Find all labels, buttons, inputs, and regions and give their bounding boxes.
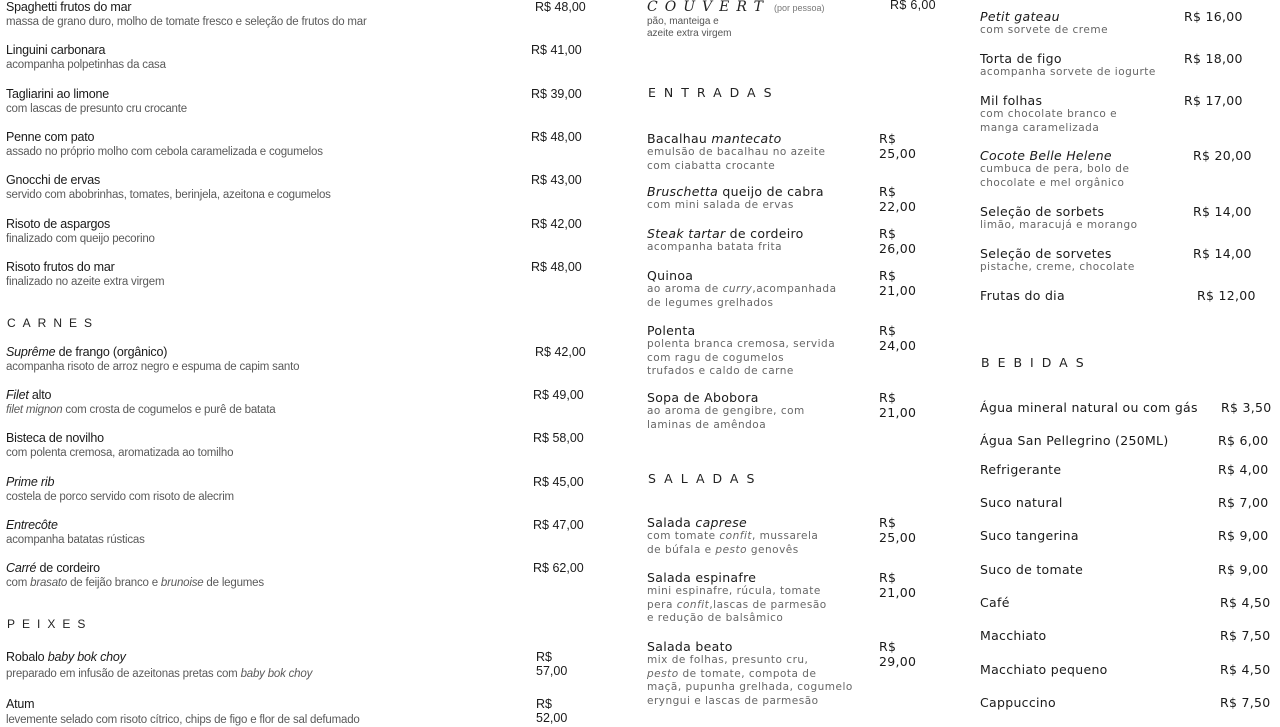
section-heading-carnes: CARNES: [7, 316, 100, 330]
couvert-description: azeite extra virgem: [647, 28, 732, 39]
item-description: [6, 576, 586, 590]
item-description: emulsão de bacalhau no azeite: [647, 146, 826, 158]
couvert-block: [647, 0, 937, 40]
menu-item-bisteca: [6, 431, 586, 460]
item-name-italic: Filet: [6, 388, 29, 402]
item-price: R$ 21,00: [879, 390, 917, 420]
menu-item-salada-caprese: [647, 515, 937, 557]
item-price: R$ 48,00: [531, 130, 582, 144]
item-description: finalizado com queijo pecorino: [6, 233, 155, 245]
desc-part: de feijão branco e: [67, 577, 161, 589]
item-price: R$ 20,00: [1193, 148, 1252, 163]
menu-item-bruschetta: [647, 184, 937, 213]
menu-item-entrecote: [6, 518, 586, 547]
item-description: chocolate e mel orgânico: [980, 176, 1125, 189]
item-name: Seleção de sorvetes: [980, 246, 1112, 261]
item-price: R$ 42,00: [535, 345, 586, 359]
menu-item-filet: [6, 388, 586, 417]
item-price: R$ 21,00: [879, 268, 917, 298]
item-description: eryngui e lascas de parmesão: [647, 694, 819, 707]
menu-item-steak-tartar: [647, 226, 937, 255]
menu-item-spaghetti: [6, 0, 586, 29]
desc-italic: filet mignon: [6, 404, 63, 416]
menu-item-salada-espinafre: [647, 570, 937, 626]
item-name-rest: alto: [28, 388, 52, 402]
item-name-italic: Carré: [6, 561, 37, 575]
menu-item-frutas: [980, 288, 1270, 303]
item-price: R$ 52,00: [536, 697, 568, 725]
desc-italic: brasato: [30, 577, 68, 589]
item-description: [6, 403, 586, 417]
menu-item-sopa: [647, 390, 937, 432]
desc-part: preparado em infusão de azeitonas pretas com: [6, 668, 241, 680]
item-name: Cappuccino: [980, 695, 1056, 710]
item-name-rest: de frango (orgânico): [55, 345, 168, 359]
item-name-rest: de cordeiro: [36, 561, 100, 575]
item-name: [6, 388, 586, 403]
item-description: acompanha sorvete de iogurte: [980, 66, 1156, 78]
item-price: R$ 22,00: [879, 184, 917, 214]
item-description: e redução de balsâmico: [647, 612, 784, 624]
item-description: com ragu de cogumelos: [647, 351, 785, 364]
menu-item-quinoa: [647, 268, 937, 310]
section-heading-peixes: PEIXES: [7, 617, 93, 631]
item-name: Salada espinafre: [647, 570, 757, 585]
item-description: [647, 544, 937, 558]
menu-item-bacalhau: [647, 131, 937, 173]
menu-item-risoto-frutos: [6, 260, 586, 289]
menu-item-linguini: [6, 43, 586, 72]
item-price: R$ 6,00: [1218, 433, 1269, 448]
item-price: R$ 12,00: [1197, 288, 1256, 303]
item-price: R$ 4,00: [1218, 462, 1269, 477]
item-name: Linguini carbonara: [6, 43, 106, 57]
item-description: de legumes grelhados: [647, 296, 774, 309]
item-price: R$ 43,00: [531, 173, 582, 187]
desc-italic: pesto: [715, 543, 748, 556]
item-name: [6, 518, 586, 533]
item-description: com lascas de presunto cru crocante: [6, 103, 187, 115]
desc-part: ,acompanhada: [752, 283, 837, 295]
desc-part: ,lascas de parmesão: [709, 598, 827, 611]
desc-italic: pesto: [647, 667, 679, 680]
item-price: R$ 9,00: [1218, 562, 1269, 577]
menu-item-tagliarini: [6, 87, 586, 116]
drink-item: [980, 562, 1275, 577]
item-name-italic: Prime rib: [6, 475, 55, 489]
item-price: R$ 58,00: [533, 431, 584, 445]
item-name-italic: Petit gateau: [980, 9, 1060, 24]
item-description: massa de grano duro, molho de tomate fresco e seleção de frutos do mar: [6, 16, 367, 28]
menu-item-carre: [6, 561, 586, 590]
item-name: Atum: [6, 697, 35, 711]
drink-item: [980, 495, 1275, 510]
item-description: com sorvete de creme: [980, 24, 1109, 36]
item-name: Sopa de Abobora: [647, 390, 759, 405]
item-name: Quinoa: [647, 268, 694, 283]
item-price: R$ 6,00: [890, 0, 936, 12]
item-description: acompanha batata frita: [647, 241, 783, 253]
item-name: Suco tangerina: [980, 528, 1079, 543]
item-name: [6, 561, 586, 576]
menu-item-robalo: [6, 650, 586, 681]
item-name: [6, 650, 586, 665]
item-description: [647, 599, 937, 613]
item-description: com chocolate branco e: [980, 108, 1118, 120]
item-price: R$ 21,00: [879, 570, 917, 600]
menu-item-mil-folhas: [980, 93, 1270, 135]
menu-item-polenta: [647, 323, 937, 379]
item-name: Penne com pato: [6, 130, 95, 144]
item-name: Seleção de sorbets: [980, 204, 1105, 219]
item-description: [6, 667, 586, 681]
item-price: R$ 48,00: [535, 0, 586, 14]
item-description: manga caramelizada: [980, 121, 1100, 134]
item-name: Macchiato: [980, 628, 1047, 643]
item-price: R$ 47,00: [533, 518, 584, 532]
item-price: R$ 14,00: [1193, 246, 1252, 261]
desc-italic: confit: [676, 598, 710, 611]
item-description: acompanha polpetinhas da casa: [6, 59, 166, 71]
item-price: R$ 45,00: [533, 475, 584, 489]
item-description: trufados e caldo de carne: [647, 365, 794, 377]
item-price: R$ 7,50: [1220, 628, 1271, 643]
item-name: Polenta: [647, 323, 696, 338]
couvert-title: COUVERT: [647, 0, 770, 15]
item-description: finalizado no azeite extra virgem: [6, 276, 165, 288]
item-price: R$ 49,00: [533, 388, 584, 402]
item-description: levemente selado com risoto cítrico, chips de figo e flor de sal defumado: [6, 714, 360, 726]
item-name-italic: mantecato: [711, 131, 782, 146]
item-description: mini espinafre, rúcula, tomate: [647, 585, 821, 597]
desc-part: de tomate, compota de: [678, 667, 817, 680]
drink-item: [980, 695, 1275, 710]
desc-italic: brunoise: [160, 577, 204, 589]
couvert-description: pão, manteiga e: [647, 16, 719, 27]
menu-item-prime-rib: [6, 475, 586, 504]
desc-part: de búfala e: [647, 543, 716, 556]
item-price: R$ 7,50: [1220, 695, 1271, 710]
desc-part: com: [6, 577, 31, 589]
item-name: [6, 475, 586, 490]
item-name: Risoto frutos do mar: [6, 260, 115, 274]
drink-item: [980, 433, 1275, 448]
menu-item-supreme: [6, 345, 586, 374]
item-description: com polenta cremosa, aromatizada ao tomilho: [6, 447, 234, 459]
item-description: com mini salada de ervas: [647, 199, 794, 211]
item-name: Macchiato pequeno: [980, 662, 1108, 677]
item-description: ao aroma de gengibre, com: [647, 405, 805, 417]
item-price: R$ 41,00: [531, 43, 582, 57]
drink-item: [980, 595, 1275, 610]
item-name: Torta de figo: [980, 51, 1062, 66]
desc-rest: com crosta de cogumelos e purê de batata: [62, 404, 276, 416]
item-description: maçã, pupunha grelhada, cogumelo: [647, 681, 853, 693]
item-name-italic: baby bok choy: [47, 650, 126, 664]
desc-part: genovês: [747, 543, 799, 556]
item-price: R$ 24,00: [879, 323, 917, 353]
desc-italic: confit: [719, 530, 752, 542]
section-heading-saladas: SALADAS: [648, 471, 763, 486]
drink-item: [980, 462, 1275, 477]
menu-item-gnocchi: [6, 173, 586, 202]
desc-part: com tomate: [647, 530, 720, 542]
item-name-rest: Salada: [647, 515, 696, 530]
item-name-italic: Bruschetta: [647, 184, 719, 199]
item-name-italic: Suprême: [6, 345, 56, 359]
item-name: Tagliarini ao limone: [6, 87, 110, 101]
item-name: [6, 345, 586, 360]
desc-part: , mussarela: [751, 530, 819, 542]
item-price: R$ 25,00: [879, 131, 917, 161]
desc-part: de legumes: [203, 577, 264, 589]
item-name-italic: Cocote Belle Helene: [980, 148, 1112, 163]
item-description: acompanha risoto de arroz negro e espuma de capim santo: [6, 361, 300, 373]
item-name-italic: caprese: [695, 515, 748, 530]
item-description: assado no próprio molho com cebola caramelizada e cogumelos: [6, 146, 323, 158]
item-description: limão, maracujá e morango: [980, 219, 1138, 231]
item-name: Bisteca de novilho: [6, 431, 104, 445]
drink-item: [980, 662, 1275, 677]
item-name-rest: queijo de cabra: [718, 184, 824, 199]
item-price: R$ 48,00: [531, 260, 582, 274]
section-heading-bebidas: BEBIDAS: [981, 355, 1092, 370]
item-name: Mil folhas: [980, 93, 1043, 108]
item-description: polenta branca cremosa, servida: [647, 338, 836, 350]
item-description: servido com abobrinhas, tomates, berinjela, azeitona e cogumelos: [6, 189, 331, 201]
item-name-rest: Robalo: [6, 650, 48, 664]
couvert-subtitle: (por pessoa): [773, 3, 825, 13]
item-price: R$ 9,00: [1218, 528, 1269, 543]
item-price: R$ 25,00: [879, 515, 917, 545]
item-price: R$ 29,00: [879, 639, 917, 669]
item-name: Frutas do dia: [980, 288, 1065, 303]
drink-item: [980, 628, 1275, 643]
item-price: R$ 18,00: [1184, 51, 1243, 66]
item-name: Suco natural: [980, 495, 1063, 510]
menu-item-atum: [6, 697, 586, 727]
drink-item: [980, 400, 1275, 415]
section-heading-entradas: ENTRADAS: [648, 85, 780, 100]
drink-item: [980, 528, 1275, 543]
item-price: R$ 14,00: [1193, 204, 1252, 219]
desc-part: pera: [647, 598, 677, 611]
item-name: Água San Pellegrino (250ML): [980, 433, 1169, 448]
item-name: Salada beato: [647, 639, 733, 654]
item-name: Risoto de aspargos: [6, 217, 111, 231]
item-price: R$ 39,00: [531, 87, 582, 101]
item-description: laminas de amêndoa: [647, 418, 767, 431]
item-price: R$ 62,00: [533, 561, 584, 575]
item-price: R$ 7,00: [1218, 495, 1269, 510]
menu-item-sorbets: [980, 204, 1270, 233]
menu-item-penne: [6, 130, 586, 159]
item-description: acompanha batatas rústicas: [6, 534, 145, 546]
item-name: Spaghetti frutos do mar: [6, 0, 132, 14]
menu-item-cocote: [980, 148, 1270, 190]
menu-item-sorvetes: [980, 246, 1270, 275]
item-name: Refrigerante: [980, 462, 1062, 477]
item-name-rest: de cordeiro: [725, 226, 804, 241]
menu-item-petit-gateau: [980, 9, 1270, 38]
menu-item-salada-beato: [647, 639, 937, 708]
item-description: [647, 668, 937, 682]
item-name-rest: Bacalhau: [647, 131, 712, 146]
item-price: R$ 4,50: [1220, 595, 1271, 610]
item-description: cumbuca de pera, bolo de: [980, 163, 1130, 175]
item-price: R$ 17,00: [1184, 93, 1243, 108]
item-name: Gnocchi de ervas: [6, 173, 101, 187]
item-name: Café: [980, 595, 1010, 610]
item-name-italic: Entrecôte: [6, 518, 58, 532]
menu-item-torta-figo: [980, 51, 1270, 80]
item-price: R$ 42,00: [531, 217, 582, 231]
desc-italic: baby bok choy: [240, 668, 313, 680]
item-description: mix de folhas, presunto cru,: [647, 654, 809, 666]
item-price: R$ 26,00: [879, 226, 917, 256]
item-description: costela de porco servido com risoto de alecrim: [6, 491, 234, 503]
item-description: com ciabatta crocante: [647, 159, 776, 172]
desc-italic: curry: [722, 283, 753, 295]
desc-part: ao aroma de: [647, 283, 723, 295]
item-price: R$ 4,50: [1220, 662, 1271, 677]
item-name-italic: Steak tartar: [647, 226, 726, 241]
menu-item-risoto-aspargos: [6, 217, 586, 246]
item-price: R$ 16,00: [1184, 9, 1243, 24]
item-price: R$ 3,50: [1221, 400, 1272, 415]
item-name: Água mineral natural ou com gás: [980, 400, 1198, 415]
item-description: pistache, creme, chocolate: [980, 261, 1135, 273]
item-name: Suco de tomate: [980, 562, 1084, 577]
item-price: R$ 57,00: [536, 650, 568, 678]
